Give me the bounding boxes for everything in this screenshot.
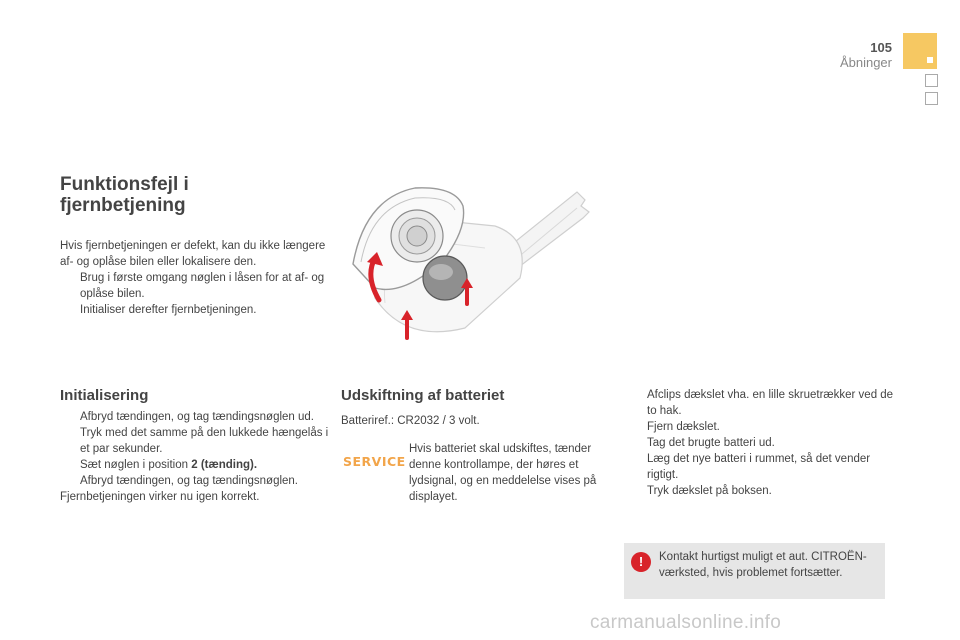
chapter-tab-box bbox=[925, 74, 938, 87]
tab-marker-icon bbox=[927, 57, 933, 63]
list-item: Brug i første omgang nøglen i låsen for at af- og oplåse bilen. bbox=[80, 272, 325, 300]
list-item: Sæt nøglen i position 2 (tænding). bbox=[80, 459, 258, 471]
warning-text: Kontakt hurtigst muligt et aut. CITROËN-værksted, hvis problemet fortsætter. bbox=[659, 551, 867, 579]
list-item: Tryk dækslet på boksen. bbox=[647, 485, 772, 497]
warning-box bbox=[624, 543, 885, 599]
init-steps bbox=[60, 409, 330, 489]
intro-steps bbox=[60, 270, 330, 318]
battery-steps bbox=[627, 387, 897, 499]
service-warning-icon: SERVICE bbox=[343, 454, 406, 469]
list-item: Initialiser derefter fjernbetjeningen. bbox=[80, 304, 257, 316]
list-item: Afbryd tændingen, og tag tændingsnøglen. bbox=[80, 475, 299, 487]
service-text: Hvis batteriet skal udskiftes, tænder denne kontrollampe, der høres et lydsignal, og en meddelelse vises på displayet. bbox=[409, 443, 597, 503]
warning-icon: ! bbox=[631, 552, 651, 572]
init-heading: Initialisering bbox=[60, 387, 149, 404]
chapter-tab-box bbox=[925, 92, 938, 105]
list-item: Tryk med det samme på den lukkede hængelås i et par sekunder. bbox=[80, 427, 329, 455]
section-title: Åbninger bbox=[839, 55, 892, 70]
list-item: Afclips dækslet vha. en lille skruetrækker ved de to hak. bbox=[647, 389, 894, 417]
watermark: carmanualsonline.info bbox=[590, 612, 782, 633]
chapter-tab-active bbox=[903, 33, 937, 69]
ignition-position: 2 (tænding). bbox=[191, 459, 258, 471]
battery-heading: Udskiftning af batteriet bbox=[341, 387, 505, 404]
intro-text: Hvis fjernbetjeningen er defekt, kan du ikke længere af- og oplåse bilen eller lokalisere den. bbox=[60, 240, 326, 268]
init-footer-text: Fjernbetjeningen virker nu igen korrekt. bbox=[60, 491, 260, 503]
list-item: Læg det nye batteri i rummet, så det vender rigtigt. bbox=[647, 453, 871, 481]
list-item: Afbryd tændingen, og tag tændingsnøglen ud. bbox=[80, 411, 314, 423]
list-item: Tag det brugte batteri ud. bbox=[647, 437, 775, 449]
remote-key-illustration bbox=[345, 178, 595, 348]
page-title: Funktionsfejl i fjernbetjening bbox=[60, 174, 189, 216]
page-number: 105 bbox=[870, 40, 892, 55]
list-item: Fjern dækslet. bbox=[647, 421, 720, 433]
battery-ref: Batteriref.: CR2032 / 3 volt. bbox=[341, 415, 480, 427]
